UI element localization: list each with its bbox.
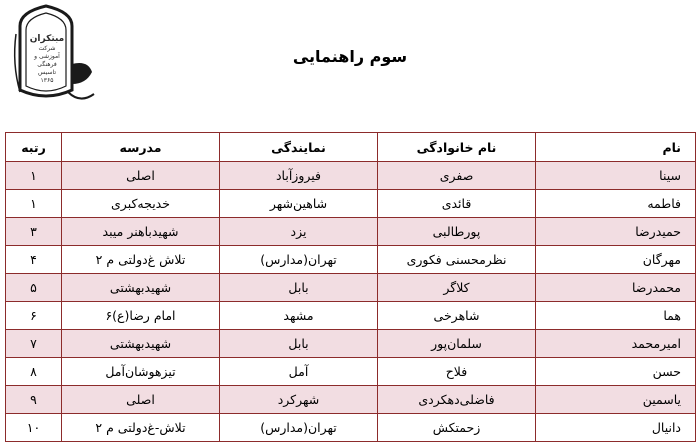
cell-city: شهرکرد	[220, 386, 378, 414]
cell-family: کلاگر	[378, 274, 536, 302]
logo-text	[26, 34, 68, 85]
cell-rank: ۴	[6, 246, 62, 274]
table-row	[6, 386, 696, 414]
cell-city: یزد	[220, 218, 378, 246]
cell-rank: ۱	[6, 190, 62, 218]
cell-school: تلاش غ‌دولتی م ۲	[62, 246, 220, 274]
table-row	[6, 274, 696, 302]
table-row	[6, 302, 696, 330]
cell-city: بابل	[220, 274, 378, 302]
cell-school: امام رضا(ع)۶	[62, 302, 220, 330]
cell-school: شهیدباهنر میبد	[62, 218, 220, 246]
page-title: سوم راهنمایی	[292, 47, 408, 66]
header-school: مدرسه	[62, 133, 220, 162]
cell-city: بابل	[220, 330, 378, 358]
logo-line: تاسیس	[38, 69, 56, 76]
header-name: نام	[536, 133, 696, 162]
cell-name: فاطمه	[536, 190, 696, 218]
table-row	[6, 190, 696, 218]
cell-school: تیزهوشان‌آمل	[62, 358, 220, 386]
cell-rank: ۱۰	[6, 414, 62, 442]
cell-school: اصلی	[62, 162, 220, 190]
cell-school: خدیجه‌کبری	[62, 190, 220, 218]
table-row	[6, 218, 696, 246]
cell-family: سلمان‌پور	[378, 330, 536, 358]
table-row	[6, 358, 696, 386]
cell-family: فلاح	[378, 358, 536, 386]
cell-name: دانیال	[536, 414, 696, 442]
table-row	[6, 330, 696, 358]
cell-family: نظرمحسنی فکوری	[378, 246, 536, 274]
header-rank: رتبه	[6, 133, 62, 162]
cell-name: محمدرضا	[536, 274, 696, 302]
cell-rank: ۶	[6, 302, 62, 330]
logo-brand: مبتکران	[29, 34, 65, 44]
cell-city: تهران(مدارس)	[220, 414, 378, 442]
cell-city: شاهین‌شهر	[220, 190, 378, 218]
cell-name: مهرگان	[536, 246, 696, 274]
logo	[6, 4, 100, 108]
logo-line: ۱۳۶۵	[40, 77, 54, 84]
cell-school: تلاش-غ‌دولتی م ۲	[62, 414, 220, 442]
cell-name: سینا	[536, 162, 696, 190]
cell-city: تهران(مدارس)	[220, 246, 378, 274]
cell-family: زحمتکش	[378, 414, 536, 442]
cell-family: پورطالبی	[378, 218, 536, 246]
cell-name: یاسمین	[536, 386, 696, 414]
table-row	[6, 246, 696, 274]
header-city: نمایندگی	[220, 133, 378, 162]
cell-name: حمیدرضا	[536, 218, 696, 246]
cell-school: شهیدبهشتی	[62, 274, 220, 302]
header-family: نام خانوادگی	[378, 133, 536, 162]
table-row	[6, 414, 696, 442]
cell-rank: ۹	[6, 386, 62, 414]
cell-city: مشهد	[220, 302, 378, 330]
header-row	[6, 133, 696, 162]
cell-rank: ۷	[6, 330, 62, 358]
cell-name: امیرمحمد	[536, 330, 696, 358]
cell-city: فیروزآباد	[220, 162, 378, 190]
cell-rank: ۱	[6, 162, 62, 190]
cell-family: فاضلی‌دهکردی	[378, 386, 536, 414]
cell-school: اصلی	[62, 386, 220, 414]
logo-line: شرکت	[38, 45, 56, 52]
cell-family: صفری	[378, 162, 536, 190]
cell-family: شاهرخی	[378, 302, 536, 330]
cell-rank: ۵	[6, 274, 62, 302]
table-row	[6, 162, 696, 190]
logo-line: آموزشی و فرهنگی	[34, 53, 60, 68]
cell-rank: ۸	[6, 358, 62, 386]
cell-rank: ۳	[6, 218, 62, 246]
cell-name: حسن	[536, 358, 696, 386]
results-table	[5, 132, 696, 442]
cell-school: شهیدبهشتی	[62, 330, 220, 358]
cell-family: قائدی	[378, 190, 536, 218]
cell-name: هما	[536, 302, 696, 330]
cell-city: آمل	[220, 358, 378, 386]
